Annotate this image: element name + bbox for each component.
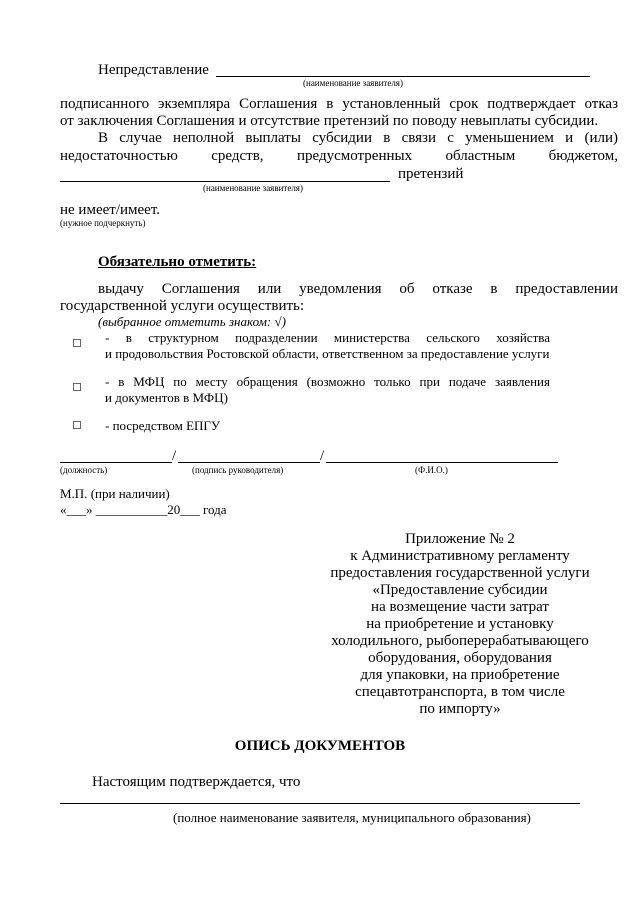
- fio-caption: (Ф.И.О.): [415, 465, 448, 475]
- applicant-name-line: [216, 76, 590, 77]
- option-ministry-line1: - в структурном подразделении министерства сельского хозяйства: [105, 330, 550, 345]
- fio-line: [326, 462, 558, 463]
- option-mfc-line1: - в МФЦ по месту обращения (возможно только при подаче заявления: [105, 374, 550, 389]
- mandatory-heading: Обязательно отметить:: [98, 254, 257, 270]
- pretenziy-label: претензий: [398, 166, 464, 182]
- option-ministry-line2: и продовольствия Ростовской области, ответственном за предоставление услуги: [105, 346, 550, 361]
- ne-imeet-label: не имеет/имеет.: [60, 202, 161, 218]
- applicant-caption-2: (наименование заявителя): [203, 183, 303, 193]
- option-checkbox-mfc[interactable]: [73, 383, 81, 391]
- text-line-1: подписанного экземпляра Соглашения в установленный срок подтверждает отказ: [60, 96, 618, 112]
- appendix-line: к Административному регламенту: [350, 548, 570, 564]
- applicant-full-name-line: [60, 803, 580, 804]
- text-line-4: недостаточностью средств, предусмотренных областным бюджетом,: [60, 148, 618, 164]
- appendix-line: «Предоставление субсидии: [372, 582, 548, 598]
- check-hint: (выбранное отметить знаком: √): [98, 314, 286, 329]
- signature-caption: (подпись руководителя): [192, 465, 284, 475]
- appendix-line: оборудования, оборудования: [368, 650, 552, 666]
- mp-label: М.П. (при наличии): [60, 486, 170, 501]
- applicant-caption: (наименование заявителя): [303, 78, 403, 88]
- option-checkbox-epgu[interactable]: [73, 421, 81, 429]
- appendix-line: по импорту»: [419, 701, 501, 717]
- appendix-line: на приобретение и установку: [366, 616, 554, 632]
- appendix-line: для упаковки, на приобретение: [360, 667, 560, 683]
- inventory-confirm: Настоящим подтверждается, что: [92, 774, 301, 790]
- nepredstavlenie-label: Непредставление: [98, 62, 209, 78]
- applicant-name-line-2: [60, 181, 390, 182]
- appendix-block: [300, 531, 620, 718]
- option-checkbox-ministry[interactable]: [73, 339, 81, 347]
- option-epgu-label: - посредством ЕПГУ: [105, 418, 221, 433]
- slash-1: /: [172, 448, 177, 464]
- signature-line: [178, 462, 320, 463]
- appendix-line: Приложение № 2: [405, 531, 515, 547]
- inventory-caption: (полное наименование заявителя, муниципального образования): [173, 810, 531, 825]
- text-line-2: от заключения Соглашения и отсутствие претензий по поводу невыплаты субсидии.: [60, 113, 599, 129]
- position-line: [60, 462, 172, 463]
- date-line: «___» ___________20___ года: [60, 502, 227, 517]
- mandatory-line-1: выдачу Соглашения или уведомления об отказе в предоставлении: [98, 281, 618, 297]
- slash-2: /: [320, 448, 325, 464]
- position-caption: (должность): [60, 465, 108, 475]
- appendix-line: на возмещение части затрат: [371, 599, 549, 615]
- mandatory-line-2: государственной услуги осуществить:: [60, 298, 305, 314]
- text-line-3: В случае неполной выплаты субсидии в связи с уменьшением и (или): [98, 130, 618, 146]
- appendix-line: холодильного, рыбоперерабатывающего: [331, 633, 589, 649]
- inventory-title: ОПИСЬ ДОКУМЕНТОВ: [234, 738, 406, 754]
- appendix-line: предоставления государственной услуги: [330, 565, 590, 581]
- option-mfc-line2: и документов в МФЦ): [105, 390, 228, 405]
- underline-caption: (нужное подчеркнуть): [60, 218, 146, 228]
- appendix-line: спецавтотранспорта, в том числе: [355, 684, 565, 700]
